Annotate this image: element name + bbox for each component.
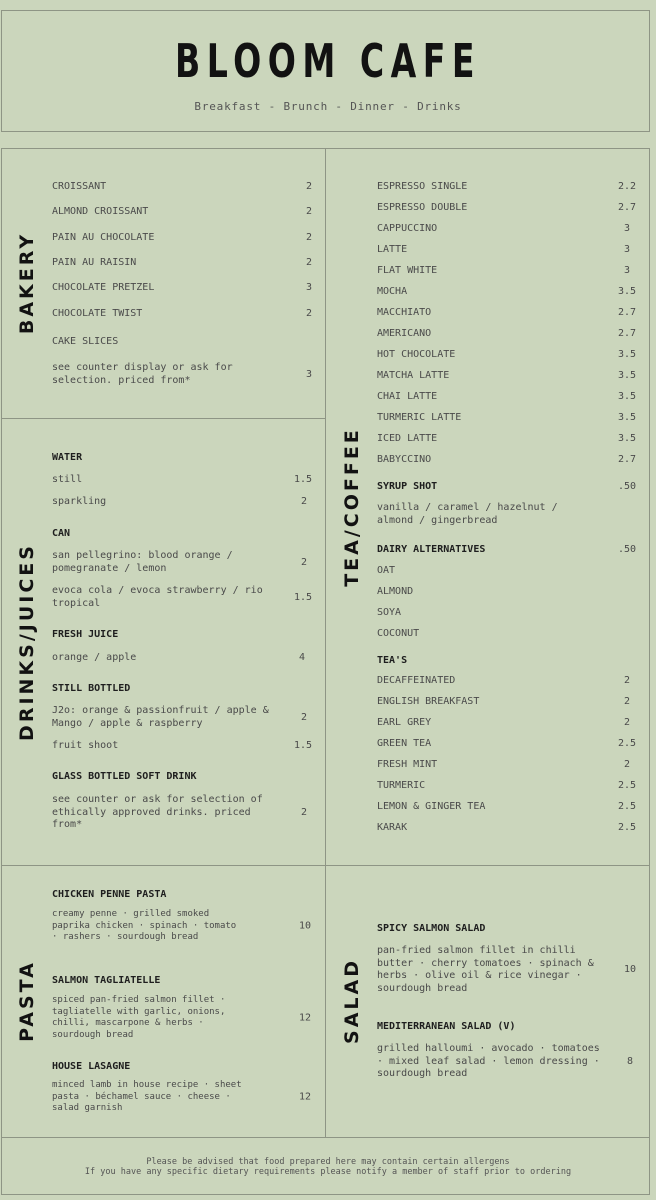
menu-item: CHOCOLATE PRETZEL 3 [52,282,312,293]
menu-item: ESPRESSO DOUBLE 2.7 [377,202,636,213]
menu-item: LATTE 3 [377,244,630,255]
menu-item: PAIN AU RAISIN 2 [52,257,312,268]
subheading-still-bottled: STILL BOTTLED [52,683,131,694]
menu-item: CHOCOLATE TWIST 2 [52,308,312,319]
page-subtitle: Breakfast - Brunch - Dinner - Drinks [194,100,462,113]
menu-item: orange / apple 4 [52,652,305,663]
menu-item: BABYCCINO 2.7 [377,454,636,465]
dish-item: creamy penne · grilled smoked paprika chicken · spinach · tomato · rashers · sourdough bread 10 [52,909,311,942]
menu-item: sparkling 2 [52,496,307,507]
page-title: BLOOM CAFE [175,34,481,88]
subheading-syrup: SYRUP SHOT .50 [377,481,636,492]
dish-item: grilled halloumi · avocado · tomatoes · mixed leaf salad · lemon dressing · sourdough bread 8 [377,1043,633,1079]
subheading-can: CAN [52,528,71,539]
menu-item: ALMOND CROISSANT 2 [52,206,312,217]
menu-item: CAPPUCCINO 3 [377,223,630,234]
dish-item: spiced pan-fried salmon fillet · tagliatelle with garlic, onions, chilli, mascarpone & herbs · sourdough bread 12 [52,995,311,1040]
subheading-fresh-juice: FRESH JUICE [52,629,119,640]
menu-item: TURMERIC 2.5 [377,780,636,791]
dish-item: pan-fried salmon fillet in chilli butter · cherry tomatoes · spinach & herbs · olive oil & rice vinegar · sourdough bread 10 [377,945,636,994]
dish-name: CHICKEN PENNE PASTA [52,889,167,900]
menu-item: J2o: orange & passionfruit / apple & Mango / apple & raspberry 2 [52,705,307,729]
salad-box [325,865,650,1138]
menu-item: LEMON & GINGER TEA 2.5 [377,801,636,812]
menu-item: COCONUT [377,628,420,639]
menu-item: FRESH MINT 2 [377,759,630,770]
menu-item: evoca cola / evoca strawberry / rio tropical 1.5 [52,585,312,609]
menu-item-syrup-flavours: vanilla / caramel / hazelnut / almond / gingerbread [377,502,558,526]
dish-item: minced lamb in house recipe · sheet pasta · béchamel sauce · cheese · salad garnish 12 [52,1080,311,1113]
subheading-teas: TEA'S [377,655,408,666]
menu-item: EARL GREY 2 [377,717,630,728]
dish-name: HOUSE LASAGNE [52,1061,131,1072]
menu-item: SOYA [377,607,402,618]
menu-item: ESPRESSO SINGLE 2.2 [377,181,636,192]
menu-item: CHAI LATTE 3.5 [377,391,636,402]
menu-item: see counter or ask for selection of ethically approved drinks. priced from* 2 [52,794,307,830]
section-label-tea: TEA/COFFEE [341,427,363,587]
dish-name: SALMON TAGLIATELLE [52,975,161,986]
menu-item: DECAFFEINATED 2 [377,675,630,686]
dietary-notice: If you have any specific dietary requirements please notify a member of staff prior to ordering [84,1167,572,1177]
menu-item: CROISSANT 2 [52,181,312,192]
dish-name: MEDITERRANEAN SALAD (V) [377,1021,516,1032]
menu-item: GREEN TEA 2.5 [377,738,636,749]
subheading-dairy: DAIRY ALTERNATIVES .50 [377,544,636,555]
menu-item: fruit shoot 1.5 [52,740,312,751]
menu-item: TURMERIC LATTE 3.5 [377,412,636,423]
menu-item: AMERICANO 2.7 [377,328,636,339]
subheading-glass-bottled: GLASS BOTTLED SOFT DRINK [52,771,197,782]
menu-item: OAT [377,565,396,576]
menu-item: ALMOND [377,586,414,597]
menu-item: MACCHIATO 2.7 [377,307,636,318]
menu-item: san pellegrino: blood orange / pomegranate / lemon 2 [52,550,307,574]
menu-item: MOCHA 3.5 [377,286,636,297]
menu-item: HOT CHOCOLATE 3.5 [377,349,636,360]
menu-item: CAKE SLICES [52,336,119,347]
section-label-salad: SALAD [341,958,363,1044]
subheading-water: WATER [52,452,83,463]
allergen-notice: Please be advised that food prepared here may contain certain allergens [146,1157,510,1167]
dish-name: SPICY SALMON SALAD [377,923,486,934]
menu-item: KARAK 2.5 [377,822,636,833]
menu-item: ICED LATTE 3.5 [377,433,636,444]
menu-item: still 1.5 [52,474,312,485]
section-label-drinks: DRINKS/JUICES [16,543,38,741]
section-label-bakery: BAKERY [16,231,38,335]
menu-item: see counter display or ask for selection. priced from* 3 [52,362,312,386]
menu-item: PAIN AU CHOCOLATE 2 [52,232,312,243]
menu-item: FLAT WHITE 3 [377,265,630,276]
section-label-pasta: PASTA [16,960,38,1042]
menu-item: ENGLISH BREAKFAST 2 [377,696,630,707]
menu-item: MATCHA LATTE 3.5 [377,370,636,381]
